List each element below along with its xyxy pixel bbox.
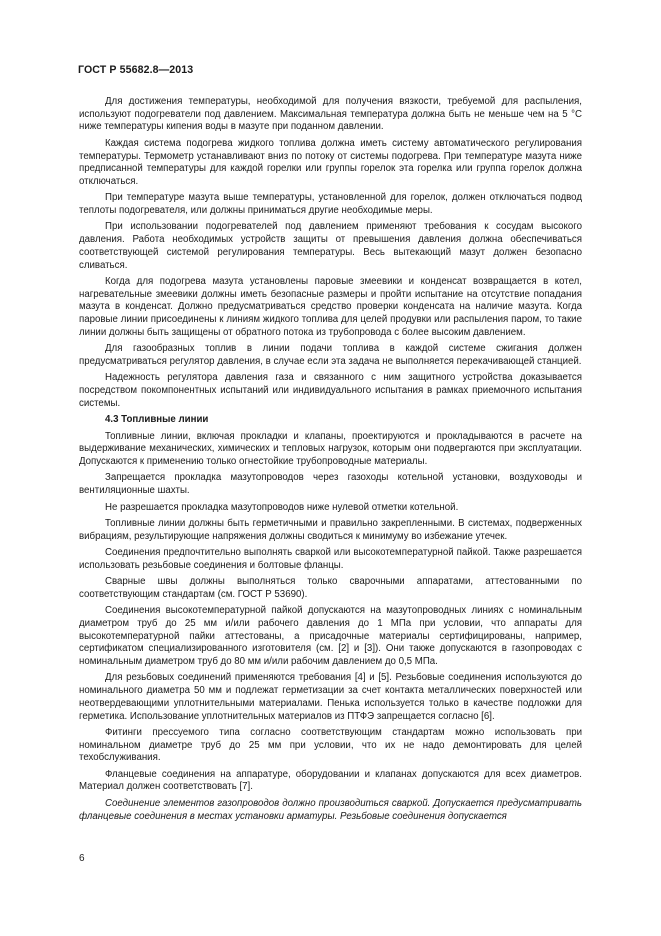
paragraph: Для резьбовых соединений применяются требования [4] и [5]. Резьбовые соединения используются до номинального диаметра 50 мм и подлежат герметизации за счет контакта металлических поверхностей или неотвердевающими уплотнительными материалами. Пенька используется только в качестве подложки для герметика. Использование уплотнительных материалов из ПТФЭ запрещается согласно [6].	[79, 672, 582, 722]
paragraph: Фитинги прессуемого типа согласно соответствующим стандартам можно использовать при номинальном диаметре труб до 25 мм при условии, что их не надо демонтировать для целей техобслуживания.	[79, 726, 582, 764]
paragraph: Соединения предпочтительно выполнять сваркой или высокотемпературной пайкой. Также разрешается использовать резьбовые соединения и болтовые фланцы.	[79, 547, 582, 571]
paragraph: Не разрешается прокладка мазутопроводов ниже нулевой отметки котельной.	[105, 501, 459, 513]
paragraph: Для газообразных топлив в линии подачи топлива в каждой системе сжигания должен предусматриваться регулятор давления, в случае если эта задача не выполняется перекачивающей станцией.	[79, 343, 582, 367]
paragraph: Соединения высокотемпературной пайкой допускаются на мазутопроводных линиях с номинальным диаметром труб до 25 мм и/или рабочего давления до 1 МПа при условии, что аппараты для высокотемпературной пайки аттестованы, а присадочные материалы сертифицированы, например, сертификатом специализированного изготовителя (см. [2] и [3]). Они также допускаются в газопроводах с номинальным диаметром труб до 80 мм и/или рабочим давлением до 0,5 МПа.	[79, 605, 582, 668]
paragraph: Запрещается прокладка мазутопроводов через газоходы котельной установки, воздуховоды и вентиляционные шахты.	[79, 472, 582, 497]
paragraph: Топливные линии должны быть герметичными и правильно закрепленными. В системах, подверженных вибрациям, результирующие напряжения должны сводиться к минимуму во избежание утечек.	[79, 517, 582, 542]
document-body	[79, 96, 582, 827]
section-heading: 4.3 Топливные линии	[105, 413, 209, 425]
paragraph: Топливные линии, включая прокладки и клапаны, проектируются и прокладываются в расчете на выдерживание механических, химических и тепловых нагрузок, которым они подвергаются при эксплуатации. Допускаются к применению только огнестойкие трубопроводные материалы.	[79, 430, 582, 468]
page-number: 6	[79, 853, 85, 864]
paragraph: Сварные швы должны выполняться только сварочными аппаратами, аттестованными по соответствующим стандартам (см. ГОСТ Р 53690).	[79, 576, 582, 600]
paragraph: Надежность регулятора давления газа и связанного с ним защитного устройства доказывается посредством покомпонентных испытаний или индивидуального испытания в рамках приемочного испытания системы.	[79, 372, 582, 409]
paragraph: При температуре мазута выше температуры, установленной для горелок, должен отключаться подвод теплоты подогревателя, или должны приниматься другие необходимые меры.	[79, 192, 582, 216]
paragraph: Когда для подогрева мазута установлены паровые змеевики и конденсат возвращается в котел, нагревательные змеевики должны иметь безопасные размеры и пройти испытание на отсутствие попадания мазута в конденсат. Должно предусматриваться средство проверки конденсата на наличие мазута. Когда паровые линии присоединены к линиям жидкого топлива для целей продувки или распыления паром, то такие линии должны быть защищены от обратного потока из трубопровода с более высоким давлением.	[79, 275, 582, 338]
paragraph: Каждая система подогрева жидкого топлива должна иметь систему автоматического регулирования температуры. Термометр устанавливают вниз по потоку от системы подогрева. При температуре мазута ниже предписанной температуры для каждой горелки или группы горелок эта горелка или группа горелок должна отключаться.	[79, 137, 582, 187]
paragraph: Для достижения температуры, необходимой для получения вязкости, требуемой для распыления, используют подогреватели под давлением. Максимальная температура должна быть не меньше чем на 5 °С ниже температуры кипения воды в мазуте при поданном давлении.	[79, 96, 582, 133]
paragraph: Фланцевые соединения на аппаратуре, оборудовании и клапанах допускаются для всех диаметров. Материал должен соответствовать [7].	[79, 768, 582, 793]
italic-paragraph: Соединение элементов газопроводов должно производиться сваркой. Допускается предусматривать фланцевые соединения в местах установки арматуры. Резьбовые соединения допускается	[79, 797, 582, 822]
document-header: ГОСТ Р 55682.8—2013	[78, 64, 194, 76]
paragraph: При использовании подогревателей под давлением применяют требования к сосудам высокого давления. Работа необходимых устройств защиты от превышения давления должна обеспечиваться соответствующей системой регулирования температуры. Весь вытекающий мазут должен безопасно сливаться.	[79, 221, 582, 271]
